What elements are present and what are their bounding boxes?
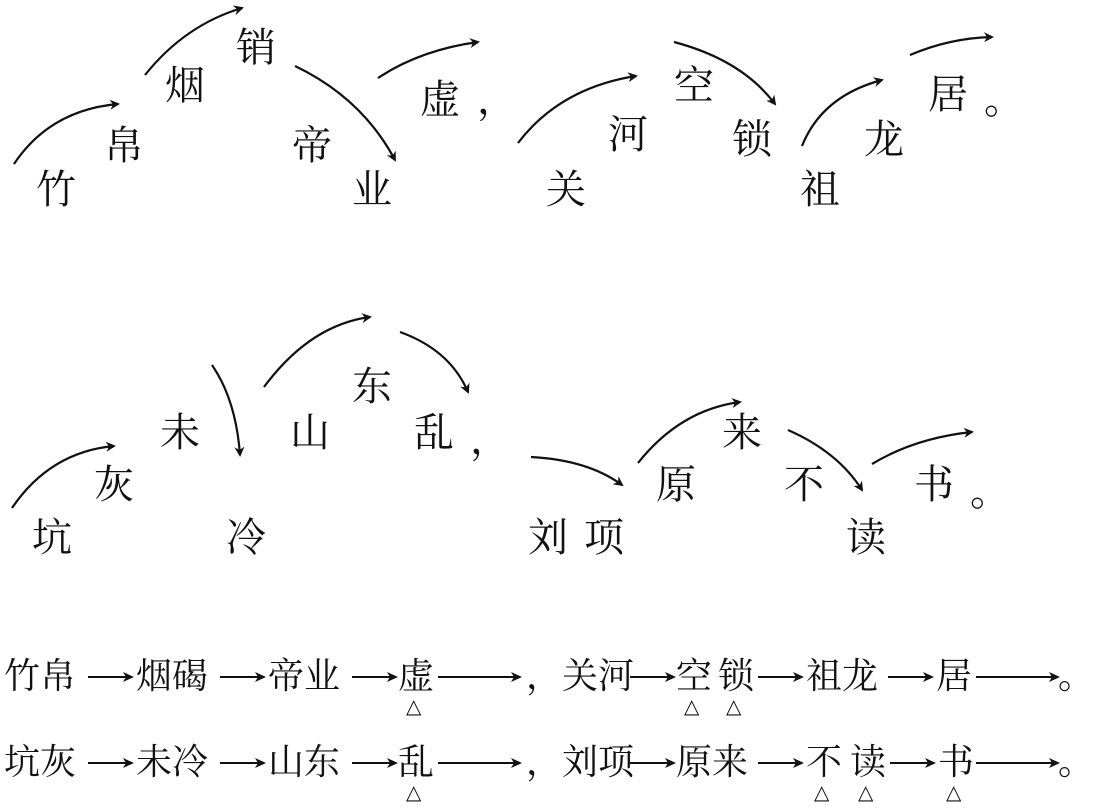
- emphasis-triangle-icon: △: [406, 780, 422, 804]
- curved-arrow: [212, 365, 240, 455]
- summary-segment: 虚: [398, 656, 435, 697]
- poem-char: 。: [984, 77, 1024, 123]
- emphasis-triangle-icon: △: [684, 694, 700, 718]
- summary-segment: 读: [850, 742, 887, 783]
- poem-char: 不: [784, 462, 824, 508]
- long-arrow-icon: [974, 738, 1064, 788]
- summary-segment: 书: [938, 742, 975, 783]
- poem-char: 帝: [292, 123, 332, 169]
- summary-segment: 不: [806, 742, 843, 783]
- poem-char: 关: [546, 167, 586, 213]
- poem-char: 书: [914, 462, 954, 508]
- poem-char: 锁: [732, 117, 772, 163]
- curved-arrow: [910, 37, 992, 55]
- long-arrow-icon: [436, 652, 526, 702]
- short-arrow-icon: [350, 738, 400, 788]
- short-arrow-icon: [86, 652, 136, 702]
- short-arrow-icon: [350, 652, 400, 702]
- summary-segment: 锁: [718, 656, 755, 697]
- short-arrow-icon: [888, 738, 938, 788]
- curved-arrow: [872, 432, 972, 464]
- short-arrow-icon: [86, 738, 136, 788]
- poem-char: 读: [846, 515, 886, 561]
- poem-char: 虚: [420, 77, 460, 123]
- poem-char: 河: [608, 112, 648, 158]
- emphasis-triangle-icon: △: [858, 780, 874, 804]
- long-arrow-icon: [974, 652, 1064, 702]
- curved-arrow: [531, 457, 622, 485]
- curved-arrow: [14, 104, 118, 164]
- summary-segment: 坑灰: [4, 742, 77, 783]
- poem-char: 冷: [226, 515, 266, 561]
- short-arrow-icon: [886, 652, 936, 702]
- summary-segment: 原来: [676, 742, 749, 783]
- summary-segment: 未冷: [136, 742, 209, 783]
- summary-segment: ，刘项: [526, 742, 635, 783]
- short-arrow-icon: [756, 738, 806, 788]
- short-arrow-icon: [628, 738, 678, 788]
- poem-char: 竹: [36, 167, 76, 213]
- poem-char: 居: [928, 72, 968, 118]
- poem-char: 项: [584, 515, 624, 561]
- emphasis-triangle-icon: △: [814, 780, 830, 804]
- poem-char: 乱: [414, 410, 454, 456]
- poem-char: 销: [236, 25, 276, 71]
- emphasis-triangle-icon: △: [726, 694, 742, 718]
- curved-arrow: [400, 332, 468, 392]
- poem-char: 灰: [94, 462, 134, 508]
- poem-char: 帛: [104, 123, 144, 169]
- summary-segment: 。: [1058, 742, 1094, 783]
- summary-segment: 山东: [268, 742, 341, 783]
- summary-segment: 居: [936, 656, 973, 697]
- curved-arrow: [378, 42, 478, 78]
- summary-segment: 帝业: [268, 656, 341, 697]
- poem-char: 来: [722, 410, 762, 456]
- emphasis-triangle-icon: △: [946, 780, 962, 804]
- poem-char: 刘: [528, 515, 568, 561]
- summary-segment: 乱: [398, 742, 435, 783]
- poem-char: 空: [674, 63, 714, 109]
- poem-char: 烟: [165, 63, 205, 109]
- summary-segment: 烟碣: [136, 656, 209, 697]
- poem-char: 原: [656, 462, 696, 508]
- summary-segment: 空: [676, 656, 713, 697]
- poem-char: ，: [477, 77, 517, 123]
- summary-line-2: [0, 738, 1094, 804]
- poem-char: 未: [160, 410, 200, 456]
- poem-char: 龙: [864, 117, 904, 163]
- short-arrow-icon: [628, 652, 678, 702]
- summary-segment: 竹帛: [4, 656, 77, 697]
- poem-char: ，: [470, 417, 510, 463]
- poem-char: 祖: [800, 167, 840, 213]
- poem-char: 坑: [32, 515, 72, 561]
- short-arrow-icon: [218, 738, 268, 788]
- summary-segment: 。: [1058, 656, 1094, 697]
- summary-segment: ，关河: [526, 656, 635, 697]
- emphasis-triangle-icon: △: [406, 694, 422, 718]
- short-arrow-icon: [756, 652, 806, 702]
- long-arrow-icon: [436, 738, 526, 788]
- poem-char: 山: [290, 410, 330, 456]
- summary-line-1: [0, 652, 1094, 718]
- poem-char: 东: [352, 364, 392, 410]
- poem-char: 。: [970, 469, 1010, 515]
- short-arrow-icon: [218, 652, 268, 702]
- summary-segment: 祖龙: [806, 656, 879, 697]
- poem-char: 业: [352, 167, 392, 213]
